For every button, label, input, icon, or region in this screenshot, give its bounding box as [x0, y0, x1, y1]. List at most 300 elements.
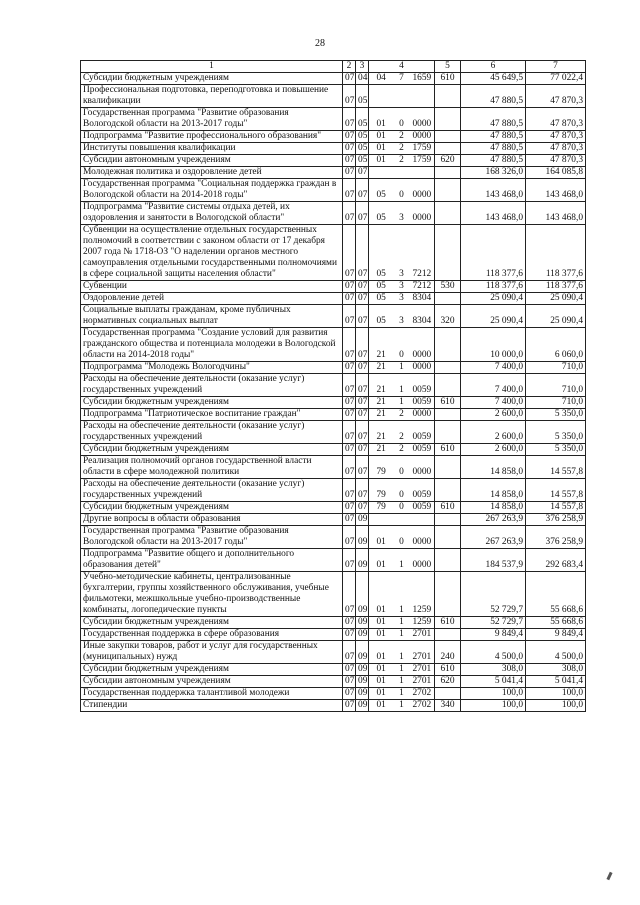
expense-type-code: 320 [435, 305, 461, 328]
item-name: Институты повышения квалификации [81, 143, 343, 155]
amount-col7: 25 090,4 [526, 305, 586, 328]
amount-col7: 118 377,6 [526, 225, 586, 281]
code-part: 0 [399, 190, 404, 200]
code-part: 01 [376, 143, 386, 153]
code-parts [371, 385, 432, 396]
amount-col6: 267 263,9 [461, 526, 526, 549]
section-code: 07 [343, 421, 356, 444]
table-row [81, 421, 586, 444]
code-part: 05 [376, 281, 386, 291]
section-code: 07 [343, 444, 356, 456]
target-article-code [369, 572, 435, 617]
item-name: Государственная поддержка талантливой молодежи [81, 688, 343, 700]
code-parts [371, 688, 432, 699]
code-parts [371, 269, 432, 280]
code-part: 3 [399, 316, 404, 326]
expense-type-code [435, 362, 461, 374]
code-part: 2701 [412, 664, 432, 674]
code-part: 3 [399, 269, 404, 279]
section-code: 07 [343, 281, 356, 293]
code-parts [371, 560, 432, 571]
target-article-code [369, 179, 435, 202]
amount-col7: 100,0 [526, 700, 586, 712]
amount-col7: 376 258,9 [526, 526, 586, 549]
target-article-code [369, 549, 435, 572]
code-part: 21 [376, 397, 386, 407]
subsection-code: 07 [356, 374, 369, 397]
table-row [81, 526, 586, 549]
section-code: 07 [343, 479, 356, 502]
amount-col6: 47 880,5 [461, 131, 526, 143]
subsection-code: 09 [356, 664, 369, 676]
code-part: 1 [399, 605, 404, 615]
subsection-code: 07 [356, 293, 369, 305]
code-part: 01 [376, 629, 386, 639]
amount-col6: 25 090,4 [461, 293, 526, 305]
expense-type-code: 610 [435, 664, 461, 676]
item-name: Профессиональная подготовка, переподготовка и повышение квалификации [81, 85, 343, 108]
code-part: 1 [399, 664, 404, 674]
subsection-code: 09 [356, 572, 369, 617]
code-part: 79 [376, 502, 386, 512]
target-article-code [369, 514, 435, 526]
section-code: 07 [343, 143, 356, 155]
target-article-code [369, 617, 435, 629]
page-number: 28 [315, 38, 325, 49]
table-row [81, 179, 586, 202]
amount-col7: 376 258,9 [526, 514, 586, 526]
code-part: 01 [376, 664, 386, 674]
target-article-code [369, 641, 435, 664]
budget-table [80, 60, 586, 712]
code-parts [371, 190, 432, 201]
target-article-code [369, 629, 435, 641]
col-header: 7 [526, 61, 586, 73]
target-article-code [369, 225, 435, 281]
code-parts [371, 131, 432, 142]
section-code: 07 [343, 293, 356, 305]
amount-col7: 4 500,0 [526, 641, 586, 664]
col-header: 2 [343, 61, 356, 73]
code-part: 0000 [412, 362, 432, 372]
table-row [81, 362, 586, 374]
code-parts [371, 467, 432, 478]
amount-col6: 14 858,0 [461, 479, 526, 502]
amount-col6: 2 600,0 [461, 421, 526, 444]
header-row [81, 61, 586, 73]
code-part: 01 [376, 119, 386, 129]
code-parts [371, 664, 432, 675]
table-row [81, 225, 586, 281]
item-name: Государственная программа "Создание условий для развития гражданского общества и потенциала молодежи в Вологодской области на 2014-2018 годы" [81, 328, 343, 362]
table-row [81, 664, 586, 676]
amount-col6: 267 263,9 [461, 514, 526, 526]
expense-type-code: 620 [435, 155, 461, 167]
expense-type-code [435, 514, 461, 526]
code-part: 1 [399, 688, 404, 698]
code-parts [371, 617, 432, 628]
section-code: 07 [343, 305, 356, 328]
expense-type-code [435, 374, 461, 397]
code-parts [371, 700, 432, 711]
item-name: Субсидии автономным учреждениям [81, 155, 343, 167]
code-part: 1 [399, 385, 404, 395]
table-row [81, 73, 586, 85]
item-name: Субсидии бюджетным учреждениям [81, 444, 343, 456]
code-part: 7212 [412, 281, 432, 291]
code-part: 8304 [412, 293, 432, 303]
target-article-code [369, 281, 435, 293]
item-name: Учебно-методические кабинеты, централизованные бухгалтерии, группы хозяйственного обслуживания, учебные фильмотеки, межшкольные учебно-производственные комбинаты, логопедические пункты [81, 572, 343, 617]
table-row [81, 629, 586, 641]
code-part: 2 [399, 432, 404, 442]
target-article-code [369, 202, 435, 225]
amount-col6: 14 858,0 [461, 502, 526, 514]
section-code: 07 [343, 502, 356, 514]
code-part: 2 [399, 444, 404, 454]
expense-type-code: 610 [435, 444, 461, 456]
expense-type-code [435, 167, 461, 179]
code-part: 79 [376, 467, 386, 477]
item-name: Субвенции [81, 281, 343, 293]
table-row [81, 700, 586, 712]
amount-col6: 7 400,0 [461, 362, 526, 374]
section-code: 07 [343, 641, 356, 664]
code-part: 0000 [412, 213, 432, 223]
code-part: 05 [376, 213, 386, 223]
amount-col6: 143 468,0 [461, 179, 526, 202]
code-part: 3 [399, 281, 404, 291]
section-code: 07 [343, 456, 356, 479]
amount-col7: 47 870,3 [526, 85, 586, 108]
amount-col6: 168 326,0 [461, 167, 526, 179]
section-code: 07 [343, 131, 356, 143]
amount-col7: 143 468,0 [526, 202, 586, 225]
expense-type-code: 530 [435, 281, 461, 293]
code-part: 1 [399, 629, 404, 639]
amount-col6: 52 729,7 [461, 572, 526, 617]
table-row [81, 281, 586, 293]
code-part: 21 [376, 409, 386, 419]
code-part: 21 [376, 385, 386, 395]
section-code: 07 [343, 664, 356, 676]
amount-col6: 143 468,0 [461, 202, 526, 225]
item-name: Субсидии бюджетным учреждениям [81, 73, 343, 85]
amount-col7: 308,0 [526, 664, 586, 676]
amount-col7: 55 668,6 [526, 572, 586, 617]
subsection-code: 07 [356, 281, 369, 293]
expense-type-code [435, 293, 461, 305]
target-article-code [369, 155, 435, 167]
code-part: 7 [399, 73, 404, 83]
subsection-code: 09 [356, 514, 369, 526]
expense-type-code: 240 [435, 641, 461, 664]
amount-col6: 47 880,5 [461, 108, 526, 131]
code-parts [371, 293, 432, 304]
table-row [81, 202, 586, 225]
code-part: 1 [399, 617, 404, 627]
amount-col6: 2 600,0 [461, 444, 526, 456]
target-article-code [369, 362, 435, 374]
item-name: Подпрограмма "Развитие системы отдыха детей, их оздоровления и занятости в Вологодской области" [81, 202, 343, 225]
amount-col6: 47 880,5 [461, 155, 526, 167]
code-parts [371, 155, 432, 166]
expense-type-code: 610 [435, 617, 461, 629]
amount-col6: 4 500,0 [461, 641, 526, 664]
amount-col7: 118 377,6 [526, 281, 586, 293]
code-part: 05 [376, 293, 386, 303]
item-name: Государственная программа "Развитие образования Вологодской области на 2013-2017 годы" [81, 108, 343, 131]
code-parts [371, 537, 432, 548]
amount-col7: 710,0 [526, 397, 586, 409]
target-article-code [369, 131, 435, 143]
target-article-code [369, 328, 435, 362]
code-part: 79 [376, 490, 386, 500]
code-part: 01 [376, 652, 386, 662]
target-article-code [369, 374, 435, 397]
item-name: Субсидии бюджетным учреждениям [81, 617, 343, 629]
expense-type-code: 610 [435, 397, 461, 409]
expense-type-code: 610 [435, 502, 461, 514]
item-name: Другие вопросы в области образования [81, 514, 343, 526]
item-name: Расходы на обеспечение деятельности (оказание услуг) государственных учреждений [81, 421, 343, 444]
section-code: 07 [343, 179, 356, 202]
target-article-code [369, 73, 435, 85]
code-part: 0 [399, 119, 404, 129]
expense-type-code [435, 688, 461, 700]
target-article-code [369, 676, 435, 688]
expense-type-code [435, 328, 461, 362]
section-code: 07 [343, 328, 356, 362]
amount-col6: 45 649,5 [461, 73, 526, 85]
amount-col7: 5 350,0 [526, 409, 586, 421]
code-part: 1759 [412, 155, 432, 165]
subsection-code: 07 [356, 362, 369, 374]
table-row [81, 456, 586, 479]
target-article-code [369, 305, 435, 328]
code-part: 01 [376, 131, 386, 141]
code-part: 0 [399, 490, 404, 500]
code-parts [371, 502, 432, 513]
code-part: 01 [376, 605, 386, 615]
subsection-code: 07 [356, 409, 369, 421]
item-name: Субсидии бюджетным учреждениям [81, 502, 343, 514]
expense-type-code [435, 629, 461, 641]
amount-col7: 6 060,0 [526, 328, 586, 362]
item-name: Иные закупки товаров, работ и услуг для государственных (муниципальных) нужд [81, 641, 343, 664]
item-name: Подпрограмма "Патриотическое воспитание граждан" [81, 409, 343, 421]
subsection-code: 09 [356, 700, 369, 712]
item-name: Подпрограмма "Развитие профессионального образования" [81, 131, 343, 143]
code-parts [371, 362, 432, 373]
code-part: 8304 [412, 316, 432, 326]
subsection-code: 09 [356, 676, 369, 688]
code-part: 1 [399, 676, 404, 686]
code-part: 0000 [412, 190, 432, 200]
code-part: 3 [399, 213, 404, 223]
item-name: Субвенции на осуществление отдельных государственных полномочий в соответствии с законом области от 17 декабря 2007 года № 1718-ОЗ "О наделении органов местного самоуправления отдельными государственными полномочиями в сфере социальной защиты населения области" [81, 225, 343, 281]
section-code: 07 [343, 362, 356, 374]
expense-type-code: 610 [435, 73, 461, 85]
code-part: 1259 [412, 605, 432, 615]
code-part: 21 [376, 362, 386, 372]
table-row [81, 143, 586, 155]
col-header: 4 [369, 61, 435, 73]
table-row [81, 155, 586, 167]
table-row [81, 374, 586, 397]
expense-type-code [435, 143, 461, 155]
amount-col7: 5 350,0 [526, 444, 586, 456]
section-code: 07 [343, 572, 356, 617]
amount-col7: 47 870,3 [526, 131, 586, 143]
amount-col7: 25 090,4 [526, 293, 586, 305]
target-article-code [369, 479, 435, 502]
item-name: Реализация полномочий органов государственной власти области в сфере молодежной политики [81, 456, 343, 479]
amount-col7: 5 350,0 [526, 421, 586, 444]
code-part: 2701 [412, 676, 432, 686]
amount-col6: 100,0 [461, 700, 526, 712]
target-article-code [369, 167, 435, 179]
section-code: 07 [343, 514, 356, 526]
table-row [81, 444, 586, 456]
amount-col6: 9 849,4 [461, 629, 526, 641]
target-article-code [369, 456, 435, 479]
table-row [81, 409, 586, 421]
code-part: 05 [376, 316, 386, 326]
expense-type-code: 620 [435, 676, 461, 688]
subsection-code: 07 [356, 305, 369, 328]
subsection-code: 09 [356, 549, 369, 572]
amount-col6: 10 000,0 [461, 328, 526, 362]
amount-col6: 52 729,7 [461, 617, 526, 629]
section-code: 07 [343, 108, 356, 131]
section-code: 07 [343, 225, 356, 281]
table-row [81, 688, 586, 700]
amount-col6: 7 400,0 [461, 397, 526, 409]
subsection-code: 07 [356, 479, 369, 502]
section-code: 07 [343, 688, 356, 700]
code-part: 1759 [412, 143, 432, 153]
expense-type-code [435, 85, 461, 108]
section-code: 07 [343, 397, 356, 409]
expense-type-code [435, 456, 461, 479]
col-header: 1 [81, 61, 343, 73]
code-part: 0000 [412, 350, 432, 360]
code-parts [371, 213, 432, 224]
expense-type-code [435, 421, 461, 444]
code-part: 01 [376, 560, 386, 570]
amount-col7: 143 468,0 [526, 179, 586, 202]
subsection-code: 09 [356, 526, 369, 549]
section-code: 07 [343, 676, 356, 688]
expense-type-code [435, 549, 461, 572]
item-name: Молодежная политика и оздоровление детей [81, 167, 343, 179]
target-article-code [369, 85, 435, 108]
subsection-code: 07 [356, 421, 369, 444]
expense-type-code [435, 409, 461, 421]
subsection-code: 09 [356, 629, 369, 641]
amount-col6: 184 537,9 [461, 549, 526, 572]
subsection-code: 07 [356, 397, 369, 409]
table-row [81, 328, 586, 362]
table-row [81, 131, 586, 143]
code-part: 04 [376, 73, 386, 83]
amount-col7: 14 557,8 [526, 456, 586, 479]
code-parts [371, 119, 432, 130]
table-row [81, 397, 586, 409]
table-row [81, 617, 586, 629]
subsection-code: 09 [356, 617, 369, 629]
target-article-code [369, 108, 435, 131]
amount-col7: 710,0 [526, 374, 586, 397]
code-part: 1 [399, 560, 404, 570]
code-part: 0059 [412, 397, 432, 407]
code-part: 05 [376, 269, 386, 279]
target-article-code [369, 688, 435, 700]
col-header: 5 [435, 61, 461, 73]
item-name: Субсидии бюджетным учреждениям [81, 397, 343, 409]
amount-col7: 47 870,3 [526, 143, 586, 155]
code-part: 0 [399, 350, 404, 360]
expense-type-code: 340 [435, 700, 461, 712]
code-part: 01 [376, 700, 386, 710]
amount-col7: 77 022,4 [526, 73, 586, 85]
amount-col6: 118 377,6 [461, 225, 526, 281]
amount-col7: 14 557,8 [526, 479, 586, 502]
code-part: 2 [399, 131, 404, 141]
target-article-code [369, 664, 435, 676]
amount-col7: 47 870,3 [526, 108, 586, 131]
code-part: 0000 [412, 560, 432, 570]
subsection-code: 07 [356, 328, 369, 362]
col-header: 3 [356, 61, 369, 73]
amount-col7: 55 668,6 [526, 617, 586, 629]
code-parts [371, 629, 432, 640]
target-article-code [369, 293, 435, 305]
subsection-code: 05 [356, 108, 369, 131]
table-row [81, 167, 586, 179]
code-parts [371, 316, 432, 327]
amount-col7: 9 849,4 [526, 629, 586, 641]
table-row [81, 502, 586, 514]
code-part: 21 [376, 350, 386, 360]
target-article-code [369, 444, 435, 456]
item-name: Субсидии бюджетным учреждениям [81, 664, 343, 676]
code-part: 2701 [412, 652, 432, 662]
section-code: 07 [343, 526, 356, 549]
subsection-code: 04 [356, 73, 369, 85]
amount-col6: 14 858,0 [461, 456, 526, 479]
item-name: Государственная поддержка в сфере образования [81, 629, 343, 641]
code-part: 01 [376, 617, 386, 627]
code-part: 0059 [412, 502, 432, 512]
target-article-code [369, 526, 435, 549]
table-row [81, 85, 586, 108]
code-part: 0059 [412, 444, 432, 454]
code-part: 0 [399, 537, 404, 547]
section-code: 07 [343, 374, 356, 397]
amount-col6: 47 880,5 [461, 85, 526, 108]
code-parts [371, 676, 432, 687]
table-row [81, 293, 586, 305]
code-part: 1 [399, 397, 404, 407]
target-article-code [369, 143, 435, 155]
section-code: 07 [343, 617, 356, 629]
amount-col7: 100,0 [526, 688, 586, 700]
code-part: 05 [376, 190, 386, 200]
code-part: 0 [399, 502, 404, 512]
code-part: 1 [399, 362, 404, 372]
